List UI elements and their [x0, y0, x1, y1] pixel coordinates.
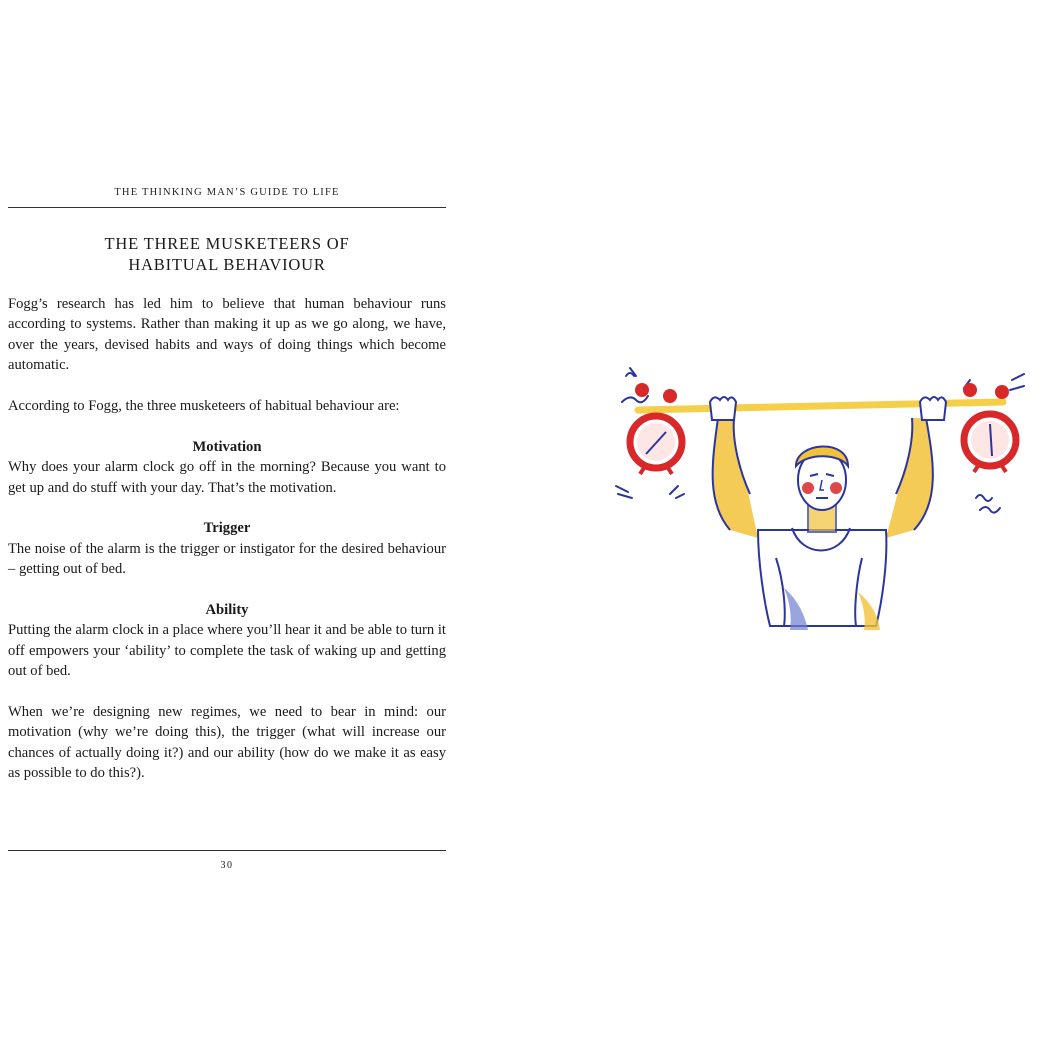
alarm-clock-left-icon	[630, 383, 682, 474]
footer-rule	[8, 850, 446, 851]
chapter-title-line-1: THE THREE MUSKETEERS OF	[104, 234, 350, 253]
ability-paragraph: Putting the alarm clock in a place where you’ll hear it and be able to turn it off empowers your ‘ability’ to complete the task of waking up and getting out of bed.	[8, 622, 446, 680]
motivation-paragraph: Why does your alarm clock go off in the morning? Because you want to get up and do stuff with your day. That’s the motivation.	[8, 459, 446, 496]
figure-head	[796, 446, 848, 532]
alarm-clock-right-icon	[963, 383, 1016, 472]
chapter-title-line-2: HABITUAL BEHAVIOUR	[128, 255, 326, 274]
chapter-title	[8, 233, 446, 275]
running-head: THE THINKING MAN’S GUIDE TO LIFE	[114, 187, 340, 198]
lead-paragraph: According to Fogg, the three musketeers of habitual behaviour are:	[8, 398, 400, 415]
trigger-paragraph: The noise of the alarm is the trigger or instigator for the desired behaviour – getting out of bed.	[8, 540, 446, 578]
intro-paragraph: Fogg’s research has led him to believe that human behaviour runs according to systems. Rather than making it up as we go along, we have, over the years, devised habits and ways of doing things which become automatic.	[8, 296, 446, 374]
page-number: 30	[220, 860, 234, 871]
subheading-trigger: Trigger	[203, 520, 251, 537]
figure-torso	[758, 528, 886, 630]
subheading-ability: Ability	[205, 602, 249, 619]
closing-paragraph: When we’re designing new regimes, we need to bear in mind: our motivation (why we’re doing this), the trigger (what will increase our chances of actually doing it?) and our ability (how do we make it as easy as possible to do this?).	[8, 704, 446, 782]
subheading-motivation: Motivation	[192, 438, 262, 455]
weightlifter-illustration	[608, 362, 1048, 642]
left-page	[0, 0, 460, 1057]
barbell-bar	[638, 402, 1003, 410]
header-rule	[8, 207, 446, 208]
body-text	[8, 294, 446, 784]
